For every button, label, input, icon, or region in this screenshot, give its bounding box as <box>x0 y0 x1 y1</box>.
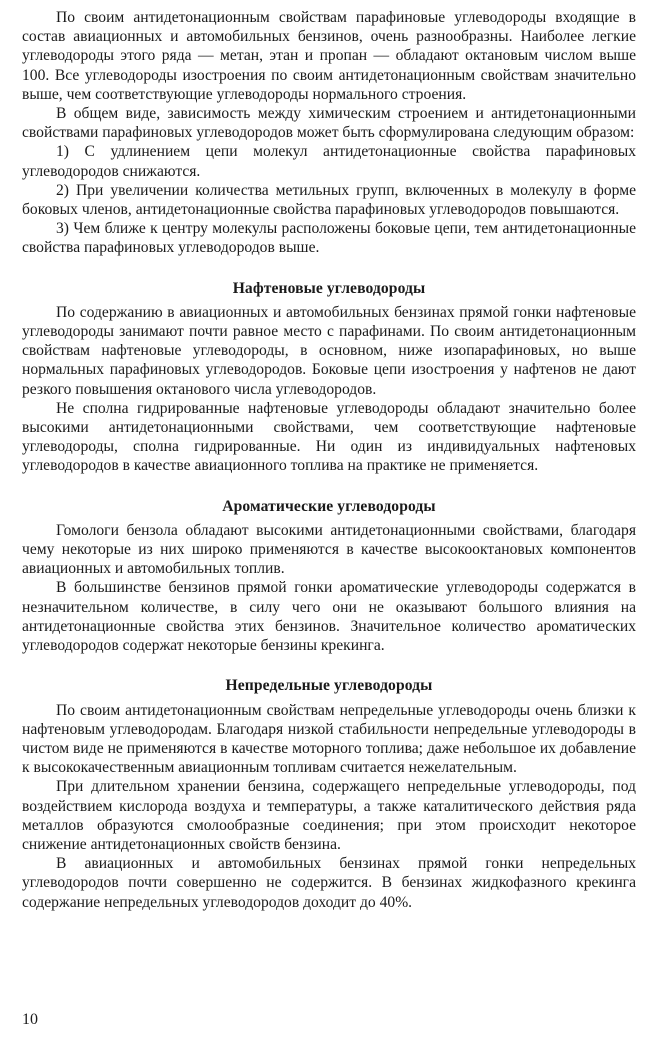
document-page <box>22 8 636 912</box>
page-number: 10 <box>22 1011 38 1028</box>
unsaturated-paragraph-3: В авиационных и автомобильных бензинах прямой гонки непредельных углеводородов почти совершенно не содержится. В бензинах жидкофазного крекинга содержание непредельных углеводородов доходит до 40%. <box>22 855 636 911</box>
paraffins-paragraph-1: По своим антидетонационным свойствам парафиновые углеводороды входящие в состав авиационных и автомобильных бензинов, очень разнообразны. Наиболее легкие углеводороды этого ряда — метан, этан и пропан — обладают октановым числом выше 100. Все углеводороды изостроения по своим антидетонационным свойствам значительно выше, чем соответствующие углеводороды нормального строения. <box>22 9 636 103</box>
paraffins-paragraph-2: В общем виде, зависимость между химическим строением и антидетонационными свойствами парафиновых углеводородов может быть сформулирована следующим образом: <box>22 105 636 142</box>
paraffins-rule-3: 3) Чем ближе к центру молекулы расположены боковые цепи, тем антидетонационные свойства парафиновых углеводородов выше. <box>22 220 636 257</box>
unsaturated-heading: Непредельные углеводороды <box>225 677 433 695</box>
aromatics-paragraph-1: Гомологи бензола обладают высокими антидетонационными свойствами, благодаря чему некоторые из них широко применяются в качестве высокооктановых компонентов авиационных и автомобильных топлив. <box>22 521 636 578</box>
unsaturated-paragraph-2: При длительном хранении бензина, содержащего непредельные углеводороды, под воздействием кислорода воздуха и температуры, а также каталитического действия ряда металлов образуются смолообразные соединения; при этом происходит некоторое снижение антидетонационных свойств бензина. <box>22 778 636 853</box>
paraffins-rule-2: 2) При увеличении количества метильных групп, включенных в молекулу в форме боковых членов, антидетонационные свойства парафиновых углеводородов повышаются. <box>22 181 636 219</box>
unsaturated-paragraph-1: По своим антидетонационным свойствам непредельные углеводороды очень близки к нафтеновым углеводородам. Благодаря низкой стабильности непредельные углеводороды в чистом виде не применяются в качестве моторного топлива; даже небольшое их добавление к высококачественным авиационным топливам считается нежелательным. <box>22 701 636 777</box>
naphthenes-paragraph-2: Не сполна гидрированные нафтеновые углеводороды обладают значительно более высокими антидетонационными свойствами, чем соответствующие нафтеновые углеводороды, сполна гидрированные. Ни один из индивидуальных нафтеновых углеводородов в качестве авиационного топлива на практике не применяется. <box>22 399 636 475</box>
aromatics-paragraph-2: В большинстве бензинов прямой гонки ароматические углеводороды содержатся в незначительном количестве, в силу чего они не оказывают большого влияния на антидетонационные свойства этих бензинов. Значительное количество ароматических углеводородов содержат некоторые бензины крекинга. <box>22 579 636 655</box>
paraffins-rule-1: 1) С удлинением цепи молекул антидетонационные свойства парафиновых углеводородов снижаются. <box>22 143 636 180</box>
aromatics-heading: Ароматические углеводороды <box>222 497 436 515</box>
naphthenes-heading: Нафтеновые углеводороды <box>232 279 426 297</box>
naphthenes-paragraph-1: По содержанию в авиационных и автомобильных бензинах прямой гонки нафтеновые углеводороды занимают почти равное место с парафинами. По своим антидетонационным свойствам нафтеновые углеводороды, в основном, ниже изопарафиновых, но выше нормальных парафиновых углеводородов. Боковые цепи изостроения у нафтенов не дают резкого повышения октанового числа углеводородов. <box>22 303 636 398</box>
